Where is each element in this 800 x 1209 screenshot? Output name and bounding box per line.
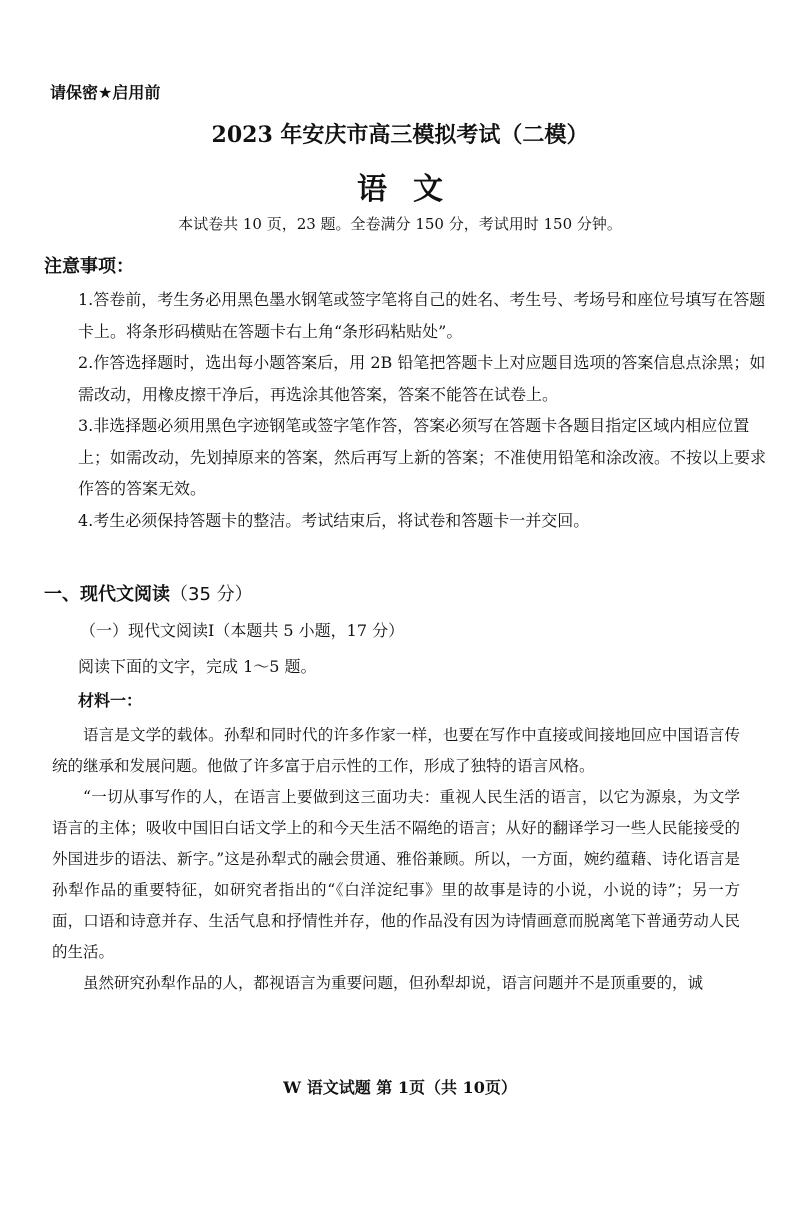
notice-item-number: 1. bbox=[78, 290, 94, 309]
reading-passage bbox=[52, 720, 740, 999]
confidential-label: 请保密★启用前 bbox=[50, 83, 161, 102]
notice-item-number: 3. bbox=[78, 416, 94, 435]
notice-item-1 bbox=[78, 284, 768, 347]
notice-item-4 bbox=[78, 505, 768, 537]
notice-item-text: 作答选择题时，选出每小题答案后，用 2B 铅笔把答题卡上对应题目选项的答案信息点涂黑；如需改动，用橡皮擦干净后，再选涂其他答案，答案不能答在试卷上。 bbox=[78, 353, 766, 404]
passage-paragraph-1: 语言是文学的载体。孙犁和同时代的许多作家一样，也要在写作中直接或间接地回应中国语言传统的继承和发展问题。他做了许多富于启示性的工作，形成了独特的语言风格。 bbox=[52, 726, 740, 775]
reading-instruction: 阅读下面的文字，完成 1～5 题。 bbox=[78, 657, 317, 676]
passage-paragraph-2: “一切从事写作的人，在语言上要做到这三面功夫：重视人民生活的语言，以它为源泉，为文学语言的主体；吸收中国旧白话文学上的和今天生活不隔绝的语言；从好的翻译学习一些人民能接受的外国进步的语法、新字。”这是孙犁式的融会贯通、雅俗兼顾。所以，一方面，婉约蕴藉、诗化语言是孙犁作品的重要特征，如研究者指出的“《白洋淀纪事》里的故事是诗的小说，小说的诗”；另一方面，口语和诗意并存、生活气息和抒情性并存，他的作品没有因为诗情画意而脱离笔下普通劳动人民的生活。 bbox=[52, 788, 740, 961]
notice-item-text: 考生必须保持答题卡的整洁。考试结束后，将试卷和答题卡一并交回。 bbox=[93, 510, 590, 530]
section-score: （35 分） bbox=[170, 584, 253, 605]
notice-item-2 bbox=[78, 347, 768, 410]
subsection-heading: （一）现代文阅读Ⅰ（本题共 5 小题，17 分） bbox=[80, 621, 405, 640]
material-label: 材料一： bbox=[78, 691, 143, 710]
exam-info: 本试卷共 10 页，23 题。全卷满分 150 分，考试用时 150 分钟。 bbox=[178, 215, 622, 233]
section-heading bbox=[44, 580, 253, 606]
subject-title: 语文 bbox=[357, 172, 469, 207]
page-footer: W 语文试题 第 1页（共 10页） bbox=[283, 1078, 517, 1097]
notice-item-number: 4. bbox=[78, 510, 94, 530]
notice-item-3 bbox=[78, 410, 768, 505]
notice-item-number: 2. bbox=[78, 353, 94, 372]
section-title: 一、现代文阅读 bbox=[44, 584, 170, 605]
notice-list bbox=[78, 284, 768, 536]
notice-heading: 注意事项： bbox=[44, 256, 134, 277]
notice-item-text: 非选择题必须用黑色字迹钢笔或签字笔作答，答案必须写在答题卡各题目指定区域内相应位置上；如需改动，先划掉原来的答案，然后再写上新的答案；不准使用铅笔和涂改液。不按以上要求作答的答案无效。 bbox=[78, 416, 767, 498]
notice-item-text: 答卷前，考生务必用黑色墨水钢笔或签字笔将自己的姓名、考生号、考场号和座位号填写在答题卡上。将条形码横贴在答题卡右上角“条形码粘贴处”。 bbox=[78, 290, 766, 341]
passage-paragraph-3: 虽然研究孙犁作品的人，都视语言为重要问题，但孙犁却说，语言问题并不是顶重要的，诚 bbox=[83, 974, 704, 992]
exam-title: 2023 年安庆市高三模拟考试（二模） bbox=[211, 122, 589, 148]
